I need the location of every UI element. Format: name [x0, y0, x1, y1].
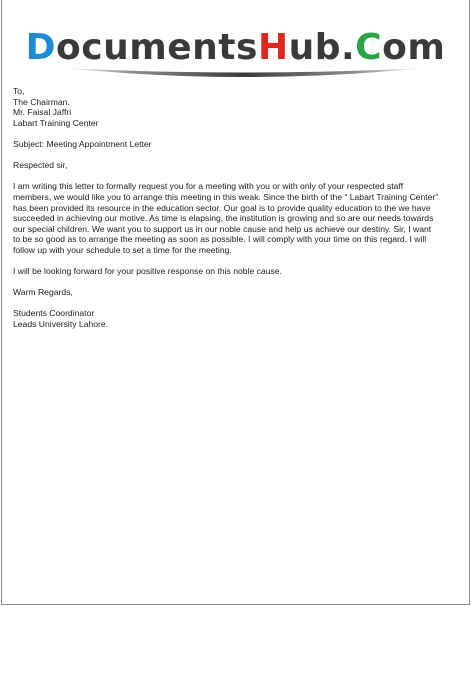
logo-text-om: om: [382, 27, 446, 68]
address-line: The Chairman.: [13, 96, 70, 107]
address-line: To,: [13, 86, 25, 96]
body-line: our special children. We want you to support us in our noble cause and help us achieve our destiny. Sir, I want: [13, 223, 432, 234]
logo-letter-c: C: [355, 27, 383, 68]
recipient-address: [13, 86, 465, 128]
signature-line: Leads University Lahore.: [13, 319, 109, 330]
logo-text-ocuments: ocuments: [56, 27, 258, 68]
sign-off: Warm Regards,: [13, 287, 73, 298]
body-line: members, we would like you to arrange this meeting in this weak. Since the birth of the “ Labart Training Center”: [13, 191, 439, 202]
body-line: follow up with your schedule to set a time for the meeting.: [13, 244, 232, 255]
closing-paragraph: I will be looking forward for your positive response on this noble cause.: [13, 266, 282, 277]
logo-letter-d: D: [25, 27, 57, 68]
logo-text-ub: ub: [288, 27, 341, 68]
letter-page: [1, 0, 470, 605]
signature-line: Students Coordinator: [13, 308, 95, 319]
logo-swoosh-underline: [64, 66, 424, 82]
signature-block: [13, 308, 465, 329]
letter-content: [13, 86, 465, 330]
body-line: I am writing this letter to formally request you for a meeting with you or with only of your respected staff: [13, 181, 404, 192]
documentshub-logo: [2, 28, 469, 68]
body-line: to be so good as to arrange the meeting as soon as possible. I will comply with your time on this regard. I will: [13, 234, 427, 245]
body-paragraph: [13, 181, 465, 255]
subject-line: Subject: Meeting Appointment Letter: [13, 138, 152, 149]
salutation: Respected sir,: [13, 160, 68, 171]
logo-letter-h: H: [257, 27, 289, 68]
body-line: has been provided its resource in the education sector. Our goal is to provide quality education to the we have: [13, 202, 431, 213]
logo-dot: .: [340, 27, 356, 68]
body-line: succeeded in achieving our motive. As time is elapsing, the institution is growing and so are our needs towards: [13, 213, 434, 224]
address-line: Labart Training Center: [13, 117, 99, 128]
address-line: Mr. Faisal Jaffri: [13, 107, 72, 118]
